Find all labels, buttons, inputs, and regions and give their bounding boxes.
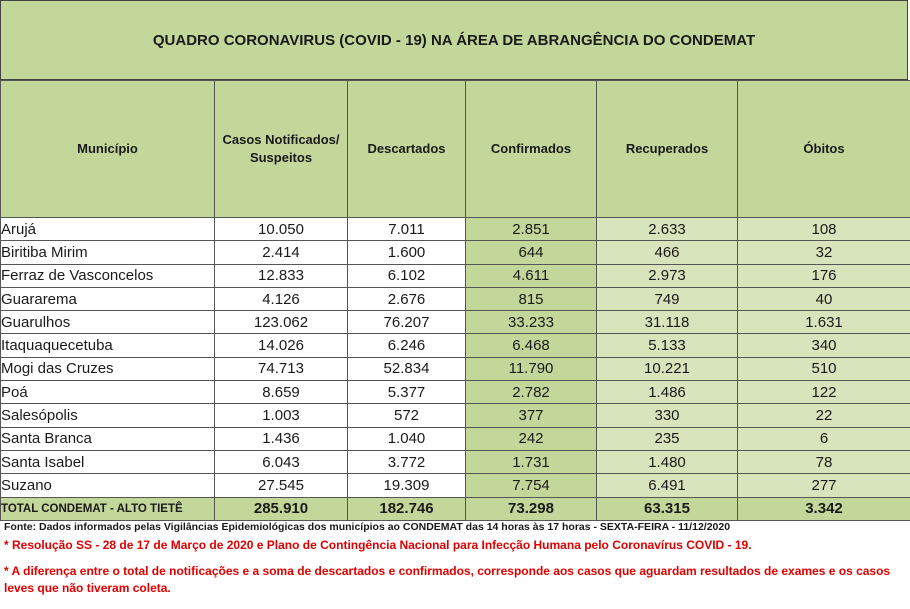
cell-confirmados: 11.790 [466,357,597,380]
table-row [1,357,910,380]
cell-recuperados: 466 [597,241,738,264]
cell-municipio: Santa Isabel [1,450,215,473]
cell-recuperados: 2.633 [597,218,738,241]
table-title: QUADRO CORONAVIRUS (COVID - 19) NA ÁREA DE ABRANGÊNCIA DO CONDEMAT [0,0,908,80]
cell-confirmados: 33.233 [466,311,597,334]
table-row [1,427,910,450]
cell-obitos: 22 [738,404,910,427]
cell-casos: 12.833 [215,264,348,287]
table-row [1,334,910,357]
covid-table [0,80,910,521]
cell-recuperados: 1.486 [597,381,738,404]
cell-casos: 1.003 [215,404,348,427]
total-descartados: 182.746 [348,497,466,520]
total-municipio: TOTAL CONDEMAT - ALTO TIETÊ [1,497,215,520]
header-recuperados: Recuperados [597,81,738,218]
resolution-note: * Resolução SS - 28 de 17 de Março de 2020 e Plano de Contingência Nacional para Infecção Humana pelo Coronavírus COVID - 19. [4,538,752,552]
cell-casos: 6.043 [215,450,348,473]
header-row [1,81,910,218]
total-row [1,497,910,520]
cell-confirmados: 7.754 [466,474,597,497]
cell-municipio: Suzano [1,474,215,497]
cell-obitos: 32 [738,241,910,264]
table-row [1,450,910,473]
header-casos: Casos Notificados/ Suspeitos [215,81,348,218]
cell-obitos: 122 [738,381,910,404]
cell-descartados: 5.377 [348,381,466,404]
table-row [1,404,910,427]
cell-municipio: Ferraz de Vasconcelos [1,264,215,287]
cell-descartados: 2.676 [348,287,466,310]
cell-descartados: 572 [348,404,466,427]
cell-municipio: Guararema [1,287,215,310]
cell-municipio: Biritiba Mirim [1,241,215,264]
cell-recuperados: 2.973 [597,264,738,287]
cell-casos: 2.414 [215,241,348,264]
cell-recuperados: 31.118 [597,311,738,334]
cell-confirmados: 815 [466,287,597,310]
source-note: Fonte: Dados informados pelas Vigilâncias Epidemiológicas dos municípios ao CONDEMAT das 14 horas às 17 horas - SEXTA-FEIRA - 11/12/2020 [4,521,731,533]
cell-confirmados: 6.468 [466,334,597,357]
total-obitos: 3.342 [738,497,910,520]
total-confirmados: 73.298 [466,497,597,520]
cell-descartados: 3.772 [348,450,466,473]
cell-municipio: Guarulhos [1,311,215,334]
total-casos: 285.910 [215,497,348,520]
cell-descartados: 19.309 [348,474,466,497]
cell-casos: 4.126 [215,287,348,310]
cell-descartados: 1.600 [348,241,466,264]
header-descartados: Descartados [348,81,466,218]
cell-obitos: 6 [738,427,910,450]
cell-obitos: 510 [738,357,910,380]
cell-confirmados: 377 [466,404,597,427]
cell-casos: 74.713 [215,357,348,380]
cell-confirmados: 4.611 [466,264,597,287]
cell-municipio: Itaquaquecetuba [1,334,215,357]
cell-municipio: Mogi das Cruzes [1,357,215,380]
cell-confirmados: 2.782 [466,381,597,404]
cell-recuperados: 6.491 [597,474,738,497]
cell-recuperados: 5.133 [597,334,738,357]
cell-recuperados: 235 [597,427,738,450]
cell-casos: 8.659 [215,381,348,404]
cell-descartados: 76.207 [348,311,466,334]
cell-descartados: 52.834 [348,357,466,380]
cell-obitos: 277 [738,474,910,497]
cell-casos: 1.436 [215,427,348,450]
cell-municipio: Santa Branca [1,427,215,450]
total-recuperados: 63.315 [597,497,738,520]
header-municipio: Município [1,81,215,218]
cell-confirmados: 644 [466,241,597,264]
cell-casos: 14.026 [215,334,348,357]
cell-confirmados: 1.731 [466,450,597,473]
cell-casos: 10.050 [215,218,348,241]
cell-recuperados: 10.221 [597,357,738,380]
cell-descartados: 7.011 [348,218,466,241]
cell-obitos: 1.631 [738,311,910,334]
cell-confirmados: 2.851 [466,218,597,241]
cell-obitos: 176 [738,264,910,287]
table-row [1,474,910,497]
cell-casos: 27.545 [215,474,348,497]
table-row [1,264,910,287]
cell-obitos: 40 [738,287,910,310]
cell-casos: 123.062 [215,311,348,334]
cell-recuperados: 330 [597,404,738,427]
cell-municipio: Arujá [1,218,215,241]
table-row [1,218,910,241]
cell-obitos: 78 [738,450,910,473]
cell-descartados: 6.246 [348,334,466,357]
cell-recuperados: 749 [597,287,738,310]
cell-municipio: Poá [1,381,215,404]
notes [4,521,904,597]
difference-note: * A diferença entre o total de notificações e a soma de descartados e confirmados, corresponde aos casos que aguardam resultados de exames e os casos leves que não tiveram coleta. [4,564,891,595]
cell-obitos: 108 [738,218,910,241]
cell-recuperados: 1.480 [597,450,738,473]
cell-municipio: Salesópolis [1,404,215,427]
cell-descartados: 6.102 [348,264,466,287]
table-row [1,381,910,404]
header-obitos: Óbitos [738,81,910,218]
cell-confirmados: 242 [466,427,597,450]
header-confirmados: Confirmados [466,81,597,218]
table-row [1,241,910,264]
cell-obitos: 340 [738,334,910,357]
cell-descartados: 1.040 [348,427,466,450]
table-row [1,311,910,334]
table-row [1,287,910,310]
